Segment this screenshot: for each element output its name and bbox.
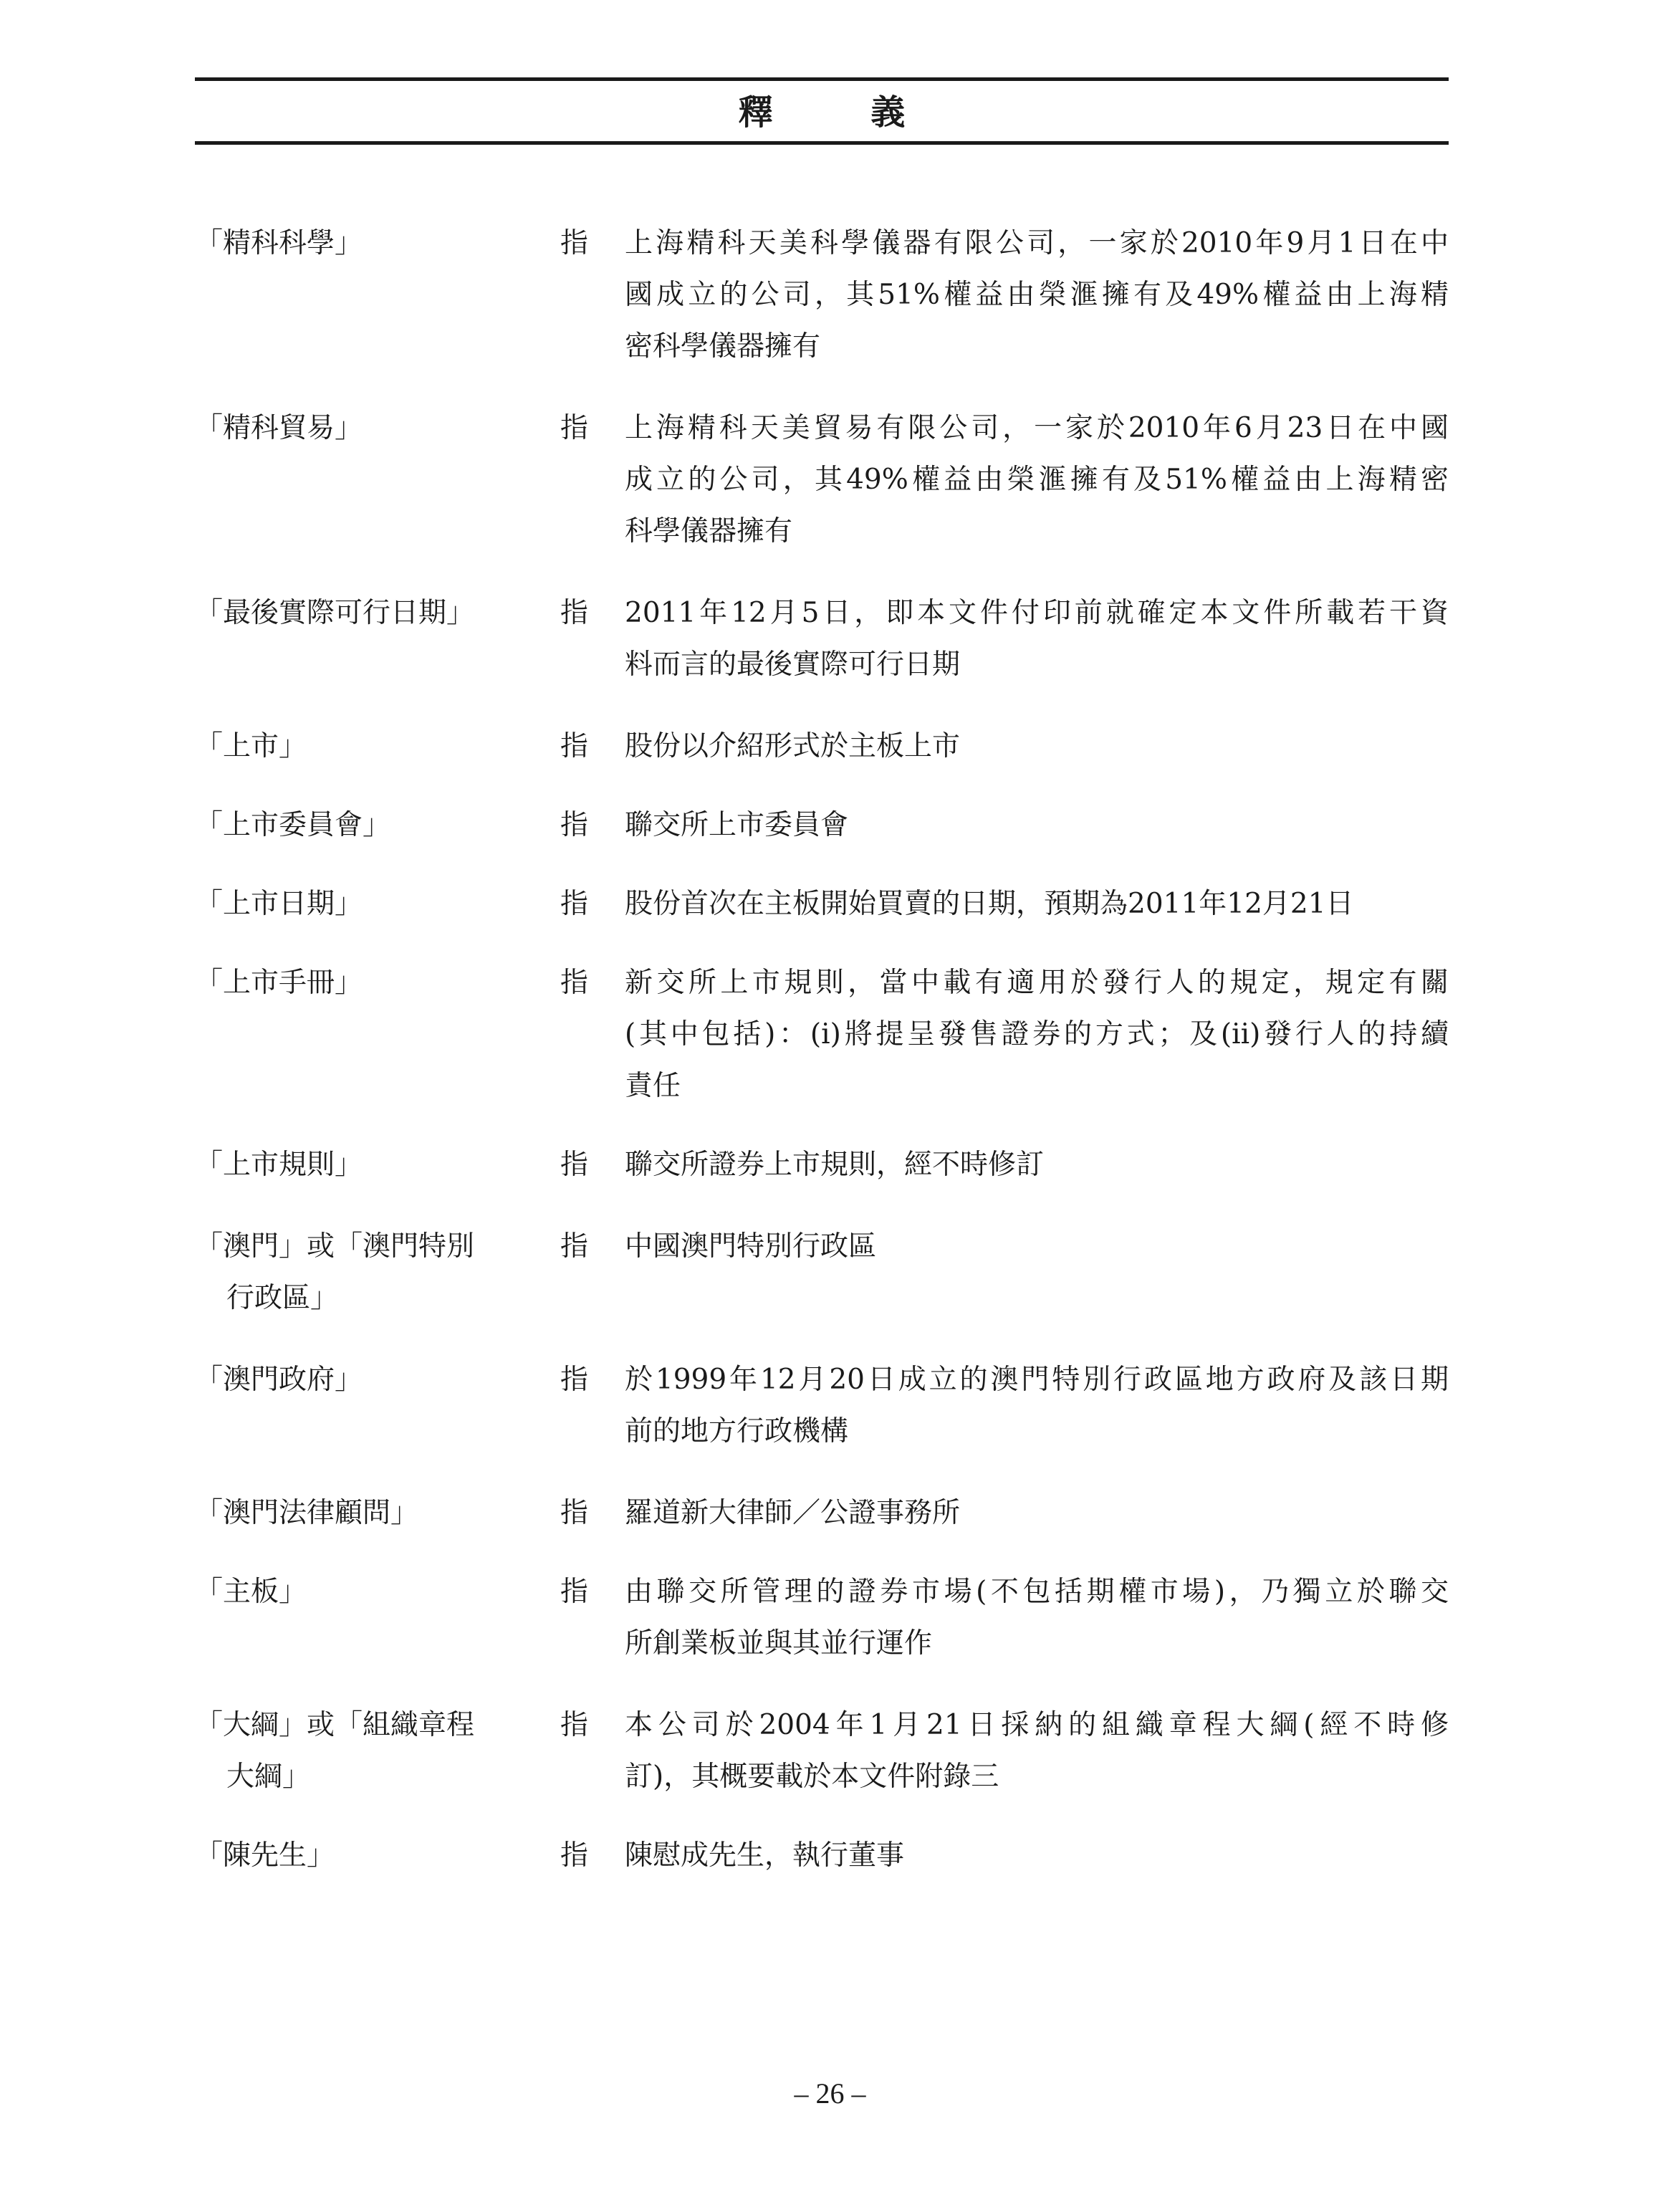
definition-means-label: 指 <box>560 227 589 259</box>
definition-text-line: 國成立的公司，其51%權益由榮滙擁有及49%權益由上海精 <box>625 279 1449 311</box>
definitions-list <box>195 218 1449 1882</box>
definition-term-line: 「上市委員會」 <box>195 809 391 841</box>
definition-text <box>625 1354 1449 1457</box>
definition-means-label: 指 <box>560 1497 589 1529</box>
definition-term <box>195 878 560 930</box>
definition-term-line: 「大綱」或「組織章程 <box>195 1709 475 1741</box>
definition-text <box>625 588 1449 691</box>
definition-text-line: 前的地方行政機構 <box>625 1415 849 1447</box>
definition-entry <box>195 1830 1449 1882</box>
definition-term-line: 「上市日期」 <box>195 888 363 920</box>
definition-means-label: 指 <box>560 730 589 762</box>
definition-term-line: 「上市手冊」 <box>195 967 363 999</box>
definition-means-label: 指 <box>560 597 589 629</box>
definition-text-line: 成立的公司，其49%權益由榮滙擁有及51%權益由上海精密 <box>625 464 1449 496</box>
definition-term-line: 「上市規則」 <box>195 1149 363 1181</box>
definition-text-line: 本公司於2004年1月21日採納的組織章程大綱(經不時修 <box>625 1709 1449 1741</box>
definition-term-line: 「上市」 <box>195 730 307 762</box>
definition-term <box>195 1221 560 1324</box>
definition-entry <box>195 800 1449 851</box>
definition-means-label: 指 <box>560 1839 589 1872</box>
definition-text-line: 羅道新大律師／公證事務所 <box>625 1497 961 1529</box>
definition-text <box>625 800 1449 851</box>
definition-means-label: 指 <box>560 967 589 999</box>
definition-means-label: 指 <box>560 1364 589 1396</box>
definition-entry <box>195 1566 1449 1670</box>
definition-text <box>625 721 1449 772</box>
definition-text-line: 上海精科天美科學儀器有限公司，一家於2010年9月1日在中 <box>625 227 1449 259</box>
definition-term <box>195 1488 560 1539</box>
page-title: 釋 義 <box>738 92 949 133</box>
definition-entry <box>195 1700 1449 1803</box>
definition-text-line: 中國澳門特別行政區 <box>625 1230 877 1263</box>
definition-entry <box>195 957 1449 1112</box>
definition-text <box>625 1139 1449 1191</box>
definition-term-line: 「陳先生」 <box>195 1839 335 1872</box>
definition-term-line: 「澳門法律顧問」 <box>195 1497 419 1529</box>
definition-entry <box>195 403 1449 557</box>
definition-term <box>195 403 560 454</box>
definition-text <box>625 218 1449 373</box>
definition-term <box>195 1700 560 1803</box>
definition-term-line: 「精科科學」 <box>195 227 363 259</box>
definition-means-label: 指 <box>560 1149 589 1181</box>
definition-text-line: 於1999年12月20日成立的澳門特別行政區地方政府及該日期 <box>625 1364 1449 1396</box>
definition-term-line: 「澳門政府」 <box>195 1364 363 1396</box>
definition-term <box>195 1566 560 1618</box>
definition-text-line: 2011年12月5日，即本文件付印前就確定本文件所載若干資 <box>625 597 1449 629</box>
definition-entry <box>195 1354 1449 1457</box>
definition-means-label: 指 <box>560 412 589 444</box>
definition-entry <box>195 1221 1449 1324</box>
definition-text-line: 所創業板並與其並行運作 <box>625 1627 933 1660</box>
definition-text-line: 股份以介紹形式於主板上市 <box>625 730 961 762</box>
definition-text-line: (其中包括)：(i)將提呈發售證券的方式；及(ii)發行人的持續 <box>625 1018 1449 1050</box>
definition-term-line: 「精科貿易」 <box>195 412 363 444</box>
definition-text <box>625 957 1449 1112</box>
definition-term-line: 「澳門」或「澳門特別 <box>195 1230 475 1263</box>
definition-term <box>195 800 560 851</box>
definition-text <box>625 1221 1449 1273</box>
definition-text <box>625 1488 1449 1539</box>
definition-term-line: 「主板」 <box>195 1576 307 1608</box>
definition-term <box>195 588 560 639</box>
definition-means-label: 指 <box>560 1230 589 1263</box>
definition-text <box>625 403 1449 557</box>
definition-means-label: 指 <box>560 1576 589 1608</box>
definition-term-line: 大綱」 <box>226 1761 311 1793</box>
definition-term <box>195 721 560 772</box>
definition-text <box>625 1566 1449 1670</box>
definition-text-line: 陳慰成先生，執行董事 <box>625 1839 905 1872</box>
page-number: – 26 – <box>794 2077 866 2110</box>
definition-entry <box>195 588 1449 691</box>
definition-text-line: 由聯交所管理的證券市場(不包括期權市場)，乃獨立於聯交 <box>625 1576 1449 1608</box>
definition-text <box>625 1700 1449 1803</box>
definition-entry <box>195 1488 1449 1539</box>
definition-text-line: 密科學儀器擁有 <box>625 330 821 363</box>
definition-term <box>195 218 560 269</box>
document-page <box>195 77 1449 1882</box>
header-bottom-rule <box>195 141 1449 145</box>
definition-term-line: 「最後實際可行日期」 <box>195 597 475 629</box>
definition-text-line: 科學儀器擁有 <box>625 515 793 547</box>
definition-text-line: 上海精科天美貿易有限公司，一家於2010年6月23日在中國 <box>625 412 1449 444</box>
definition-text-line: 責任 <box>625 1070 681 1102</box>
definition-means-label: 指 <box>560 1709 589 1741</box>
definition-text <box>625 878 1449 930</box>
definition-entry <box>195 218 1449 373</box>
definition-term <box>195 1354 560 1406</box>
definition-means-label: 指 <box>560 809 589 841</box>
definition-entry <box>195 721 1449 772</box>
definition-text-line: 訂)，其概要載於本文件附錄三 <box>625 1761 999 1793</box>
definition-entry <box>195 878 1449 930</box>
definition-text-line: 新交所上市規則，當中載有適用於發行人的規定，規定有關 <box>625 967 1449 999</box>
definition-text <box>625 1830 1449 1882</box>
definition-text-line: 聯交所證券上市規則，經不時修訂 <box>625 1149 1045 1181</box>
definition-text-line: 料而言的最後實際可行日期 <box>625 648 961 681</box>
definition-term <box>195 957 560 1009</box>
definition-term-line: 行政區」 <box>226 1282 339 1314</box>
definition-means-label: 指 <box>560 888 589 920</box>
definition-entry <box>195 1139 1449 1191</box>
definition-term <box>195 1830 560 1882</box>
definition-term <box>195 1139 560 1191</box>
definition-text-line: 股份首次在主板開始買賣的日期，預期為2011年12月21日 <box>625 888 1354 920</box>
definition-text-line: 聯交所上市委員會 <box>625 809 849 841</box>
